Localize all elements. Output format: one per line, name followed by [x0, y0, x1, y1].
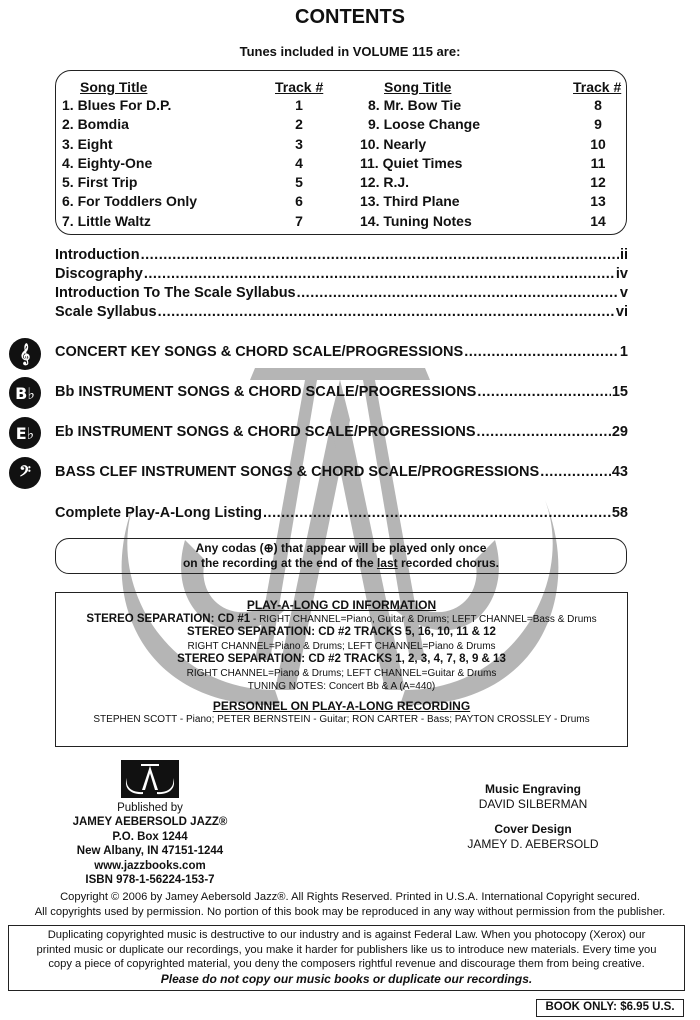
bass-clef-icon: 𝄢: [9, 457, 41, 489]
codas-line-1: Any codas (⊕) that appear will be played only once: [195, 541, 487, 555]
publisher-city: New Albany, IN 47151-1244: [76, 845, 224, 858]
warning-line-2: printed music or duplicate our recordings, you make it harder for publishers like us to introduce new materials. Every time you: [36, 943, 657, 956]
track-number: 5: [295, 174, 303, 191]
warning-line-1: Duplicating copyrighted music is destructive to our industry and is against Federal Law. When you photocopy (Xerox) our: [47, 929, 646, 941]
codas-text: on the recording at the end of the: [182, 556, 377, 570]
publisher-po-box: P.O. Box 1244: [112, 830, 188, 843]
tune-title: 14. Tuning Notes: [360, 212, 472, 229]
toc-page: vi: [615, 304, 628, 320]
personnel-heading: PERSONNEL ON PLAY-A-LONG RECORDING: [212, 698, 471, 713]
track-number: 6: [295, 193, 303, 210]
toc-label: Bb INSTRUMENT SONGS & CHORD SCALE/PROGRESSIONS: [55, 384, 477, 400]
toc-page: 15: [611, 384, 628, 400]
cd-info-box: [55, 592, 628, 747]
track-number: 12: [590, 174, 606, 191]
cd2b-channels: RIGHT CHANNEL=Piano & Drums; LEFT CHANNEL=Guitar & Drums: [186, 667, 497, 679]
tune-title: 8. Mr. Bow Tie: [368, 97, 462, 113]
toc-entry-discography: [55, 266, 628, 282]
toc-label: Complete Play-A-Long Listing: [55, 505, 263, 521]
publisher-info: [30, 801, 270, 887]
toc-label: Eb INSTRUMENT SONGS & CHORD SCALE/PROGRESSIONS: [55, 424, 476, 440]
track-header: Track #: [275, 79, 324, 95]
warning-line-4: Please do not copy our music books or duplicate our recordings.: [160, 971, 533, 986]
codas-emphasis: last: [376, 556, 398, 570]
tune-title: 9. Loose Change: [368, 116, 481, 133]
publisher-website: www.jazzbooks.com: [94, 859, 206, 872]
publisher-name: JAMEY AEBERSOLD JAZZ®: [72, 816, 228, 829]
song-title-header: Song Title: [384, 79, 452, 95]
codas-note: [55, 538, 627, 574]
toc-label: Scale Syllabus: [55, 304, 157, 320]
tune-title: 3. Eight: [62, 135, 113, 152]
toc-label: CONCERT KEY SONGS & CHORD SCALE/PROGRESSIONS: [55, 344, 464, 360]
codas-text: recorded chorus.: [397, 556, 500, 570]
tunes-right-column: [360, 96, 540, 231]
engraving-label: Music Engraving: [484, 782, 582, 796]
cover-design-name: JAMEY D. AEBERSOLD: [467, 836, 599, 851]
toc-entry-bb-instrument: [55, 384, 628, 400]
toc-entry-introduction: [55, 247, 628, 263]
toc-page: 43: [611, 464, 628, 480]
cd-info-heading: PLAY-A-LONG CD INFORMATION: [246, 598, 437, 612]
publisher-logo: [121, 760, 179, 798]
track-number: 10: [590, 135, 606, 152]
tune-title: 6. For Toddlers Only: [62, 193, 198, 210]
tunes-table: [55, 70, 627, 235]
toc-entry-scale-syllabus: [55, 304, 628, 320]
personnel-list: STEPHEN SCOTT - Piano; PETER BERNSTEIN - Guitar; RON CARTER - Bass; PAYTON CROSSLEY - Drums: [93, 714, 590, 725]
codas-line-2: [56, 556, 626, 571]
track-number: 3: [295, 135, 303, 152]
cd1-label: STEREO SEPARATION: CD #1: [86, 612, 251, 625]
track-number: 4: [295, 154, 303, 171]
credits: [430, 782, 636, 851]
warning-line-3: copy a piece of copyrighted material, you deny the composers rightful revenue and discourage them from being creative.: [48, 958, 645, 970]
tunes-left-column: [62, 96, 242, 231]
toc-label: Discography: [55, 266, 143, 282]
track-number: 1: [295, 97, 303, 113]
copyright-line-1: Copyright © 2006 by Jamey Aebersold Jazz®. All Rights Reserved. Printed in U.S.A. International Copyright secured.: [60, 891, 640, 903]
toc-entry-scale-syllabus-intro: [55, 285, 628, 301]
track-number: 7: [295, 212, 303, 229]
tuning-notes: TUNING NOTES: Concert Bb & A (A=440): [247, 681, 436, 692]
engraving-name: DAVID SILBERMAN: [478, 796, 588, 811]
treble-clef-icon: 𝄞: [9, 338, 41, 370]
track-number: 14: [590, 212, 606, 229]
toc-page: iv: [615, 266, 628, 282]
toc-page: 1: [619, 344, 628, 360]
cd1-channels: - RIGHT CHANNEL=Piano, Guitar & Drums; LEFT CHANNEL=Bass & Drums: [250, 613, 597, 625]
toc-label: Introduction To The Scale Syllabus: [55, 285, 296, 301]
copy-warning-box: [8, 925, 685, 991]
song-title-header: Song Title: [80, 79, 148, 95]
page-title: CONTENTS: [295, 6, 405, 28]
cd2a-channels: RIGHT CHANNEL=Piano & Drums; LEFT CHANNEL=Piano & Drums: [187, 640, 496, 652]
toc-entry-eb-instrument: [55, 424, 628, 440]
toc-entry-bass-clef: [55, 464, 628, 480]
b-flat-icon: B♭: [9, 377, 41, 409]
toc-entry-concert-key: [55, 344, 628, 360]
tune-title: 5. First Trip: [62, 174, 138, 191]
cd2b-label: STEREO SEPARATION: CD #2 TRACKS 1, 2, 3, 4, 7, 8, 9 & 13: [177, 653, 506, 665]
tune-title: 7. Little Waltz: [62, 212, 151, 229]
tune-title: 1. Blues For D.P.: [62, 97, 172, 113]
tune-title: 2. Bomdia: [62, 116, 129, 133]
toc-page: ii: [619, 247, 628, 263]
published-by: Published by: [117, 802, 183, 814]
toc-page: 29: [611, 424, 628, 440]
track-number: 2: [295, 116, 303, 133]
tracks-right-column: [583, 96, 613, 231]
cd1-separation: [56, 613, 627, 627]
tune-title: 13. Third Plane: [360, 193, 460, 210]
track-number: 11: [590, 154, 606, 171]
tracks-left-column: [284, 96, 314, 231]
volume-subtitle: Tunes included in VOLUME 115 are:: [239, 44, 461, 59]
tune-title: 12. R.J.: [360, 174, 410, 191]
toc-label: BASS CLEF INSTRUMENT SONGS & CHORD SCALE/PROGRESSIONS: [55, 464, 540, 480]
toc-page: v: [619, 285, 628, 301]
tune-title: 4. Eighty-One: [62, 154, 153, 171]
cover-design-label: Cover Design: [494, 822, 572, 836]
tune-title: 10. Nearly: [360, 135, 427, 152]
track-number: 8: [594, 97, 602, 113]
toc-label: Introduction: [55, 247, 140, 263]
track-header: Track #: [573, 79, 622, 95]
isbn: ISBN 978-1-56224-153-7: [85, 874, 215, 887]
track-number: 9: [594, 116, 602, 133]
toc-page: 58: [611, 505, 628, 521]
copyright-notice: [0, 890, 700, 919]
track-number: 13: [590, 193, 606, 210]
tune-title: 11. Quiet Times: [360, 154, 463, 171]
cd2a-label: STEREO SEPARATION: CD #2 TRACKS 5, 16, 10, 11 & 12: [187, 626, 496, 638]
price-label: BOOK ONLY: $6.95 U.S.: [536, 999, 684, 1017]
e-flat-icon: E♭: [9, 417, 41, 449]
copyright-line-2: All copyrights used by permission. No portion of this book may be reproduced in any way without permission from the publisher.: [34, 905, 666, 918]
toc-entry-play-a-long-listing: [55, 505, 628, 521]
